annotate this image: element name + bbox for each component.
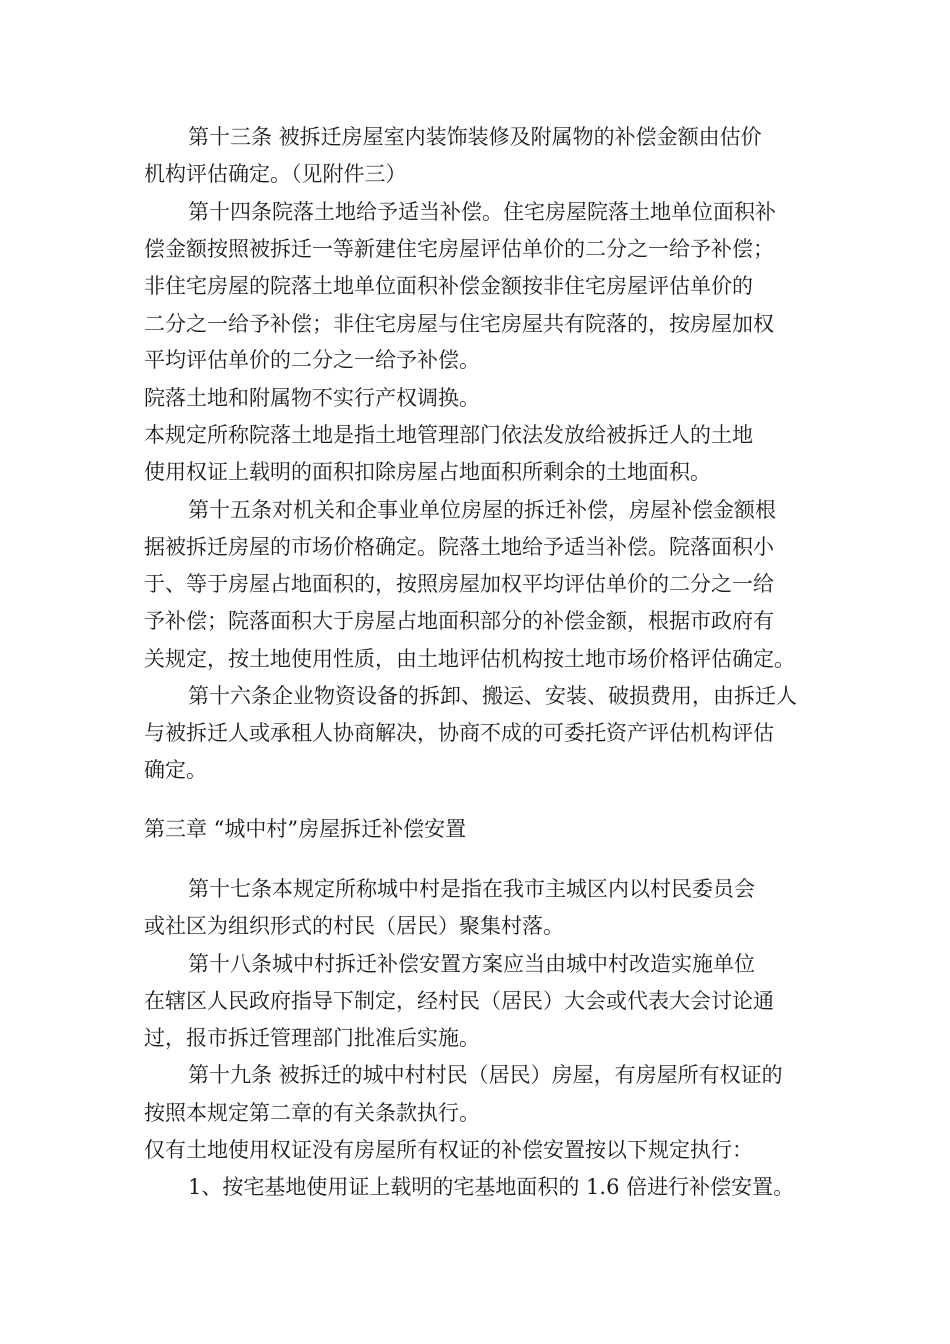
text-line: 非住宅房屋的院落土地单位面积补偿金额按非住宅房屋评估单价的 xyxy=(144,274,753,298)
text-line: 平均评估单价的二分之一给予补偿。 xyxy=(144,348,480,372)
text-line: 二分之一给予补偿；非住宅房屋与住宅房屋共有院落的，按房屋加权 xyxy=(144,312,774,336)
text-line: 于、等于房屋占地面积的，按照房屋加权平均评估单价的二分之一给 xyxy=(144,572,774,596)
text-line: 本规定所称院落土地是指土地管理部门依法发放给被拆迁人的土地 xyxy=(144,423,753,447)
text-line: 按照本规定第二章的有关条款执行。 xyxy=(144,1101,480,1125)
text-line: 在辖区人民政府指导下制定，经村民（居民）大会或代表大会讨论通 xyxy=(144,989,774,1013)
text-line: 或社区为组织形式的村民（居民）聚集村落。 xyxy=(144,914,564,938)
text-line: 1、按宅基地使用证上载明的宅基地面积的 1.6 倍进行补偿安置。 xyxy=(188,1175,795,1199)
text-line: 确定。 xyxy=(144,758,207,782)
text-line: 第十三条 被拆迁房屋室内装饰装修及附属物的补偿金额由估价 xyxy=(188,125,762,149)
text-line: 第十九条 被拆迁的城中村村民（居民）房屋，有房屋所有权证的 xyxy=(188,1063,783,1087)
text-line: 第十七条本规定所称城中村是指在我市主城区内以村民委员会 xyxy=(188,877,755,901)
text-line: 院落土地和附属物不实行产权调换。 xyxy=(144,386,480,410)
text-line: 第十四条院落土地给予适当补偿。住宅房屋院落土地单位面积补 xyxy=(188,200,776,224)
text-line: 第十八条城中村拆迁补偿安置方案应当由城中村改造实施单位 xyxy=(188,952,755,976)
text-line: 予补偿；院落面积大于房屋占地面积部分的补偿金额，根据市政府有 xyxy=(144,609,774,633)
text-line: 第十五条对机关和企事业单位房屋的拆迁补偿，房屋补偿金额根 xyxy=(188,498,776,522)
text-line: 过，报市拆迁管理部门批准后实施。 xyxy=(144,1026,480,1050)
text-line: 第十六条企业物资设备的拆卸、搬运、安装、破损费用，由拆迁人 xyxy=(188,684,797,708)
text-line: 仅有土地使用权证没有房屋所有权证的补偿安置按以下规定执行： xyxy=(144,1138,753,1162)
chapter-heading: 第三章 “城中村”房屋拆迁补偿安置 xyxy=(144,817,467,841)
text-line: 偿金额按照被拆迁一等新建住宅房屋评估单价的二分之一给予补偿； xyxy=(144,237,774,261)
text-line: 关规定，按土地使用性质，由土地评估机构按土地市场价格评估确定。 xyxy=(144,647,795,671)
text-line: 使用权证上载明的面积扣除房屋占地面积所剩余的土地面积。 xyxy=(144,460,711,484)
text-line: 与被拆迁人或承租人协商解决，协商不成的可委托资产评估机构评估 xyxy=(144,721,774,745)
text-line: 据被拆迁房屋的市场价格确定。院落土地给予适当补偿。院落面积小 xyxy=(144,535,774,559)
text-line: 机构评估确定。（见附件三） xyxy=(144,162,407,186)
